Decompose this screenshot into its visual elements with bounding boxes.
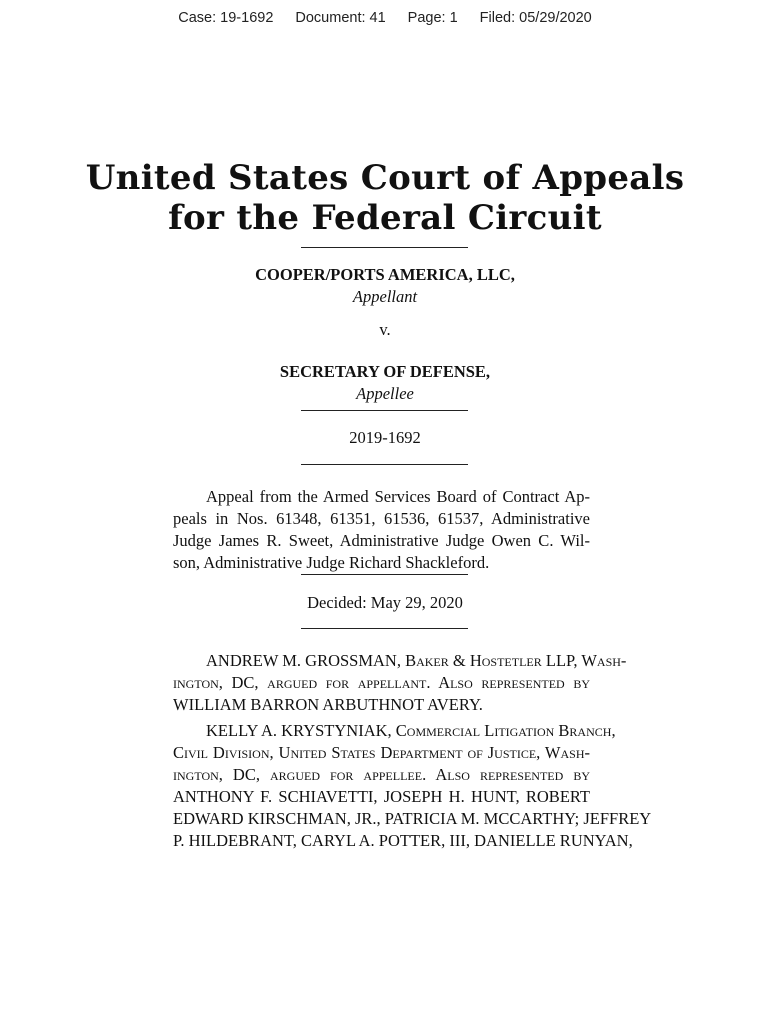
appellee-counsel-paragraph: [173, 720, 652, 852]
divider: [301, 464, 468, 465]
paragraph-line: ington, DC, argued for appellant. Also represented by: [173, 673, 590, 692]
appellant-name: COOPER/PORTS AMERICA, LLC,: [255, 265, 515, 284]
court-name-line-1: United States Court of Appeals: [85, 158, 685, 198]
paragraph-line: ANTHONY F. SCHIAVETTI, JOSEPH H. HUNT, ROBERT: [173, 787, 590, 806]
paragraph-line: ington, DC, argued for appellee. Also represented by: [173, 765, 590, 784]
document-number: Document: 41: [295, 10, 386, 26]
docket-number: 2019-1692: [349, 428, 421, 447]
divider: [301, 247, 468, 248]
paragraph-line: Civil Division, United States Department of Justice, Wash-: [173, 743, 590, 762]
appellee-name: SECRETARY OF DEFENSE,: [279, 362, 491, 381]
filed-date: Filed: 05/29/2020: [479, 10, 592, 26]
divider: [301, 410, 468, 411]
paragraph-line: EDWARD KIRSCHMAN, JR., PATRICIA M. MCCARTHY; JEFFREY: [173, 809, 652, 828]
paragraph-line: P. HILDEBRANT, CARYL A. POTTER, III, DANIELLE RUNYAN,: [173, 831, 633, 850]
divider: [301, 574, 468, 575]
appellant-role: Appellant: [352, 287, 418, 306]
paragraph-line: ANDREW M. GROSSMAN, Baker & Hostetler LLP, Wash-: [206, 651, 627, 670]
paragraph-line: Judge James R. Sweet, Administrative Judge Owen C. Wil-: [173, 531, 590, 550]
versus: v.: [379, 320, 391, 339]
paragraph-line: peals in Nos. 61348, 61351, 61536, 61537, Administrative: [173, 509, 590, 528]
paragraph-line: WILLIAM BARRON ARBUTHNOT AVERY.: [173, 695, 483, 714]
paragraph-line: son, Administrative Judge Richard Shackleford.: [173, 553, 490, 572]
appellee-role: Appellee: [356, 384, 414, 403]
filing-header: [0, 10, 770, 26]
decided-date: Decided: May 29, 2020: [307, 593, 463, 612]
court-name-line-2: for the Federal Circuit: [168, 198, 602, 238]
case-number: Case: 19-1692: [178, 10, 274, 26]
paragraph-line: Appeal from the Armed Services Board of Contract Ap-: [206, 487, 590, 506]
divider: [301, 628, 468, 629]
appeal-paragraph: [173, 486, 590, 574]
appellant-counsel-paragraph: [173, 650, 627, 716]
paragraph-line: KELLY A. KRYSTYNIAK, Commercial Litigation Branch,: [206, 721, 616, 740]
page-number: Page: 1: [407, 10, 458, 26]
